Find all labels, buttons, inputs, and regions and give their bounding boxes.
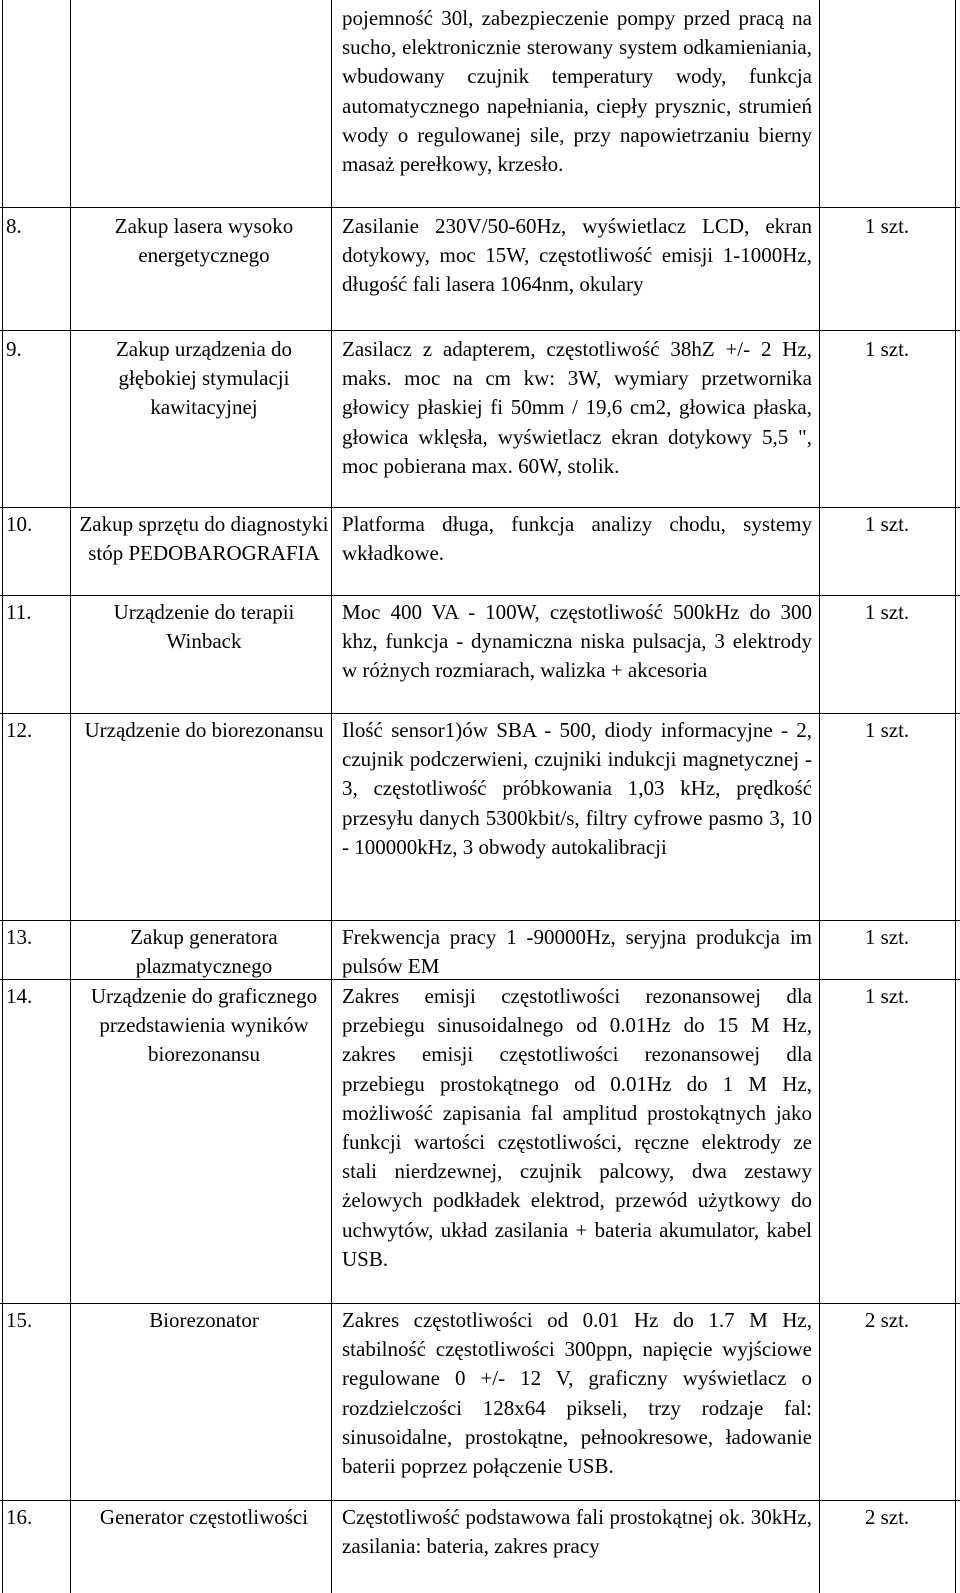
item-quantity: 1 szt. — [864, 214, 910, 238]
row-number: 9. — [6, 337, 22, 361]
item-quantity: 2 szt. — [864, 1308, 910, 1332]
item-quantity: 1 szt. — [864, 984, 910, 1008]
item-name: Urządzenie do biorezonansu — [84, 718, 324, 742]
item-name: Zakup lasera wysoko energetycznego — [114, 214, 294, 268]
row-number: 13. — [6, 925, 33, 949]
table-border-left — [2, 0, 3, 1593]
item-quantity: 1 szt. — [864, 512, 910, 536]
row-divider — [0, 330, 960, 331]
row-divider — [0, 1500, 960, 1501]
item-description: Platforma długa, funkcja analizy chodu, systemy wkładkowe. — [342, 512, 812, 566]
item-name: Zakup sprzętu do diagnostyki stóp PEDOBAROGRAFIA — [79, 512, 329, 566]
item-name: Generator częstotliwości — [99, 1505, 309, 1529]
item-name: Urządzenie do terapii Winback — [113, 600, 295, 654]
row-divider — [0, 713, 960, 714]
row-number: 10. — [6, 512, 33, 536]
item-description: Zasilacz z adapterem, częstotliwość 38hZ +/- 2 Hz, maks. moc na cm kw: 3W, wymiary przetwornika głowicy płaskiej fi 50mm / 19,6 cm2, głowica płaska, głowica wklęsła, wyświetlacz ekran dotykowy 5,5 ", moc pobierana max. 60W, stolik. — [342, 337, 812, 478]
row-divider — [0, 507, 960, 508]
row-number: 12. — [6, 718, 33, 742]
continued-description: pojemność 30l, zabezpieczenie pompy przed pracą na sucho, elektronicznie sterowany system odkamieniania, wbudowany czujnik temperatury wody, funkcja automatycznego napełniania, ciepły prysznic, strumień wody o regulowanej sile, przy napowietrzaniu bierny masaż perełkowy, krzesło. — [342, 6, 812, 177]
item-quantity: 1 szt. — [864, 600, 910, 624]
item-description: Frekwencja pracy 1 -90000Hz, seryjna produkcja im pulsów EM — [342, 925, 812, 979]
item-quantity: 1 szt. — [864, 718, 910, 742]
table-border-right — [955, 0, 956, 1593]
item-quantity: 1 szt. — [864, 337, 910, 361]
row-divider — [0, 595, 960, 596]
row-divider — [0, 920, 960, 921]
item-name: Biorezonator — [149, 1308, 259, 1332]
item-name: Urządzenie do graficznego przedstawienia wyników biorezonansu — [90, 984, 318, 1067]
column-divider-name — [331, 0, 332, 1593]
item-quantity: 2 szt. — [864, 1505, 910, 1529]
item-description: Zakres częstotliwości od 0.01 Hz do 1.7 M Hz, stabilność częstotliwości 300ppn, napięcie wyjściowe regulowane 0 +/- 12 V, graficzny wyświetlacz o rozdzielczości 128x64 pikseli, trzy rodzaje fal: sinusoidalne, prostokątne, pełnookresowe, ładowanie baterii poprzez połączenie USB. — [342, 1308, 812, 1479]
item-description: Moc 400 VA - 100W, częstotliwość 500kHz do 300 khz, funkcja - dynamiczna niska pulsacja, 3 elektrody w różnych rozmiarach, walizka + akcesoria — [342, 600, 812, 683]
row-number: 16. — [6, 1505, 33, 1529]
item-name: Zakup urządzenia do głębokiej stymulacji kawitacyjnej — [115, 337, 293, 420]
item-description: Ilość sensor1)ów SBA - 500, diody informacyjne - 2, czujnik podczerwieni, czujniki indukcji magnetycznej - 3, częstotliwość próbkowania 1,03 kHz, prędkość przesyłu danych 5300kbit/s, filtry cyfrowe pasmo 3, 10 - 100000kHz, 3 obwody autokalibracji — [342, 718, 812, 859]
row-number: 8. — [6, 214, 22, 238]
column-divider-number — [70, 0, 71, 1593]
column-divider-description — [819, 0, 820, 1593]
item-description: Zasilanie 230V/50-60Hz, wyświetlacz LCD, ekran dotykowy, moc 15W, częstotliwość emisji 1-1000Hz, długość fali lasera 1064nm, okulary — [342, 214, 812, 297]
row-divider — [0, 1303, 960, 1304]
item-description: Częstotliwość podstawowa fali prostokątnej ok. 30kHz, zasilania: bateria, zakres pracy — [342, 1505, 812, 1559]
item-quantity: 1 szt. — [864, 925, 910, 949]
row-divider — [0, 207, 960, 208]
item-name: Zakup generatora plazmatycznego — [130, 925, 278, 979]
row-number: 11. — [6, 600, 32, 624]
row-number: 15. — [6, 1308, 33, 1332]
item-description: Zakres emisji częstotliwości rezonansowej dla przebiegu sinusoidalnego od 0.01Hz do 15 M Hz, zakres emisji częstotliwości rezonansowej dla przebiegu prostokątnego od 0.01Hz do 1 M Hz, możliwość zapisania fal amplitud prostokątnych jako funkcji wartości częstotliwości, ręczne elektrody ze stali nierdzewnej, czujnik palcowy, dwa zestawy żelowych podkładek elektrod, przewód użytkowy do uchwytów, układ zasilania + bateria akumulator, kabel USB. — [342, 984, 812, 1271]
row-number: 14. — [6, 984, 33, 1008]
